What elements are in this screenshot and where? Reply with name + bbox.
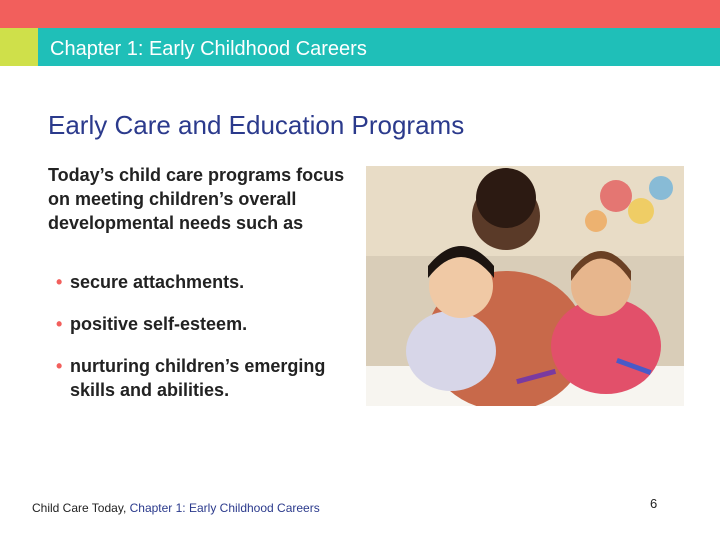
title-accent-block bbox=[0, 28, 38, 66]
bullet-icon: • bbox=[56, 272, 63, 292]
top-accent-bar bbox=[0, 0, 720, 28]
bullet-icon: • bbox=[56, 356, 63, 376]
slide-heading: Early Care and Education Programs bbox=[48, 110, 465, 140]
footer-chapter: Chapter 1: Early Childhood Careers bbox=[129, 501, 320, 515]
bullet-icon: • bbox=[56, 314, 63, 334]
footer-citation bbox=[32, 501, 320, 515]
page-number: 6 bbox=[650, 496, 658, 511]
bullet-text: positive self-esteem. bbox=[70, 314, 248, 334]
chapter-title: Chapter 1: Early Childhood Careers bbox=[50, 38, 367, 60]
bullet-item bbox=[56, 354, 356, 402]
classroom-photo bbox=[366, 166, 684, 406]
footer-book: Child Care Today, bbox=[32, 501, 130, 515]
bullet-list bbox=[56, 270, 356, 420]
bullet-item bbox=[56, 270, 356, 294]
bullet-text: secure attachments. bbox=[70, 272, 245, 292]
bullet-item bbox=[56, 312, 356, 336]
bullet-text: nurturing children’s emerging skills and abilities. bbox=[70, 356, 326, 400]
intro-text: Today’s child care programs focus on meeting children’s overall developmental needs such as bbox=[48, 165, 345, 233]
